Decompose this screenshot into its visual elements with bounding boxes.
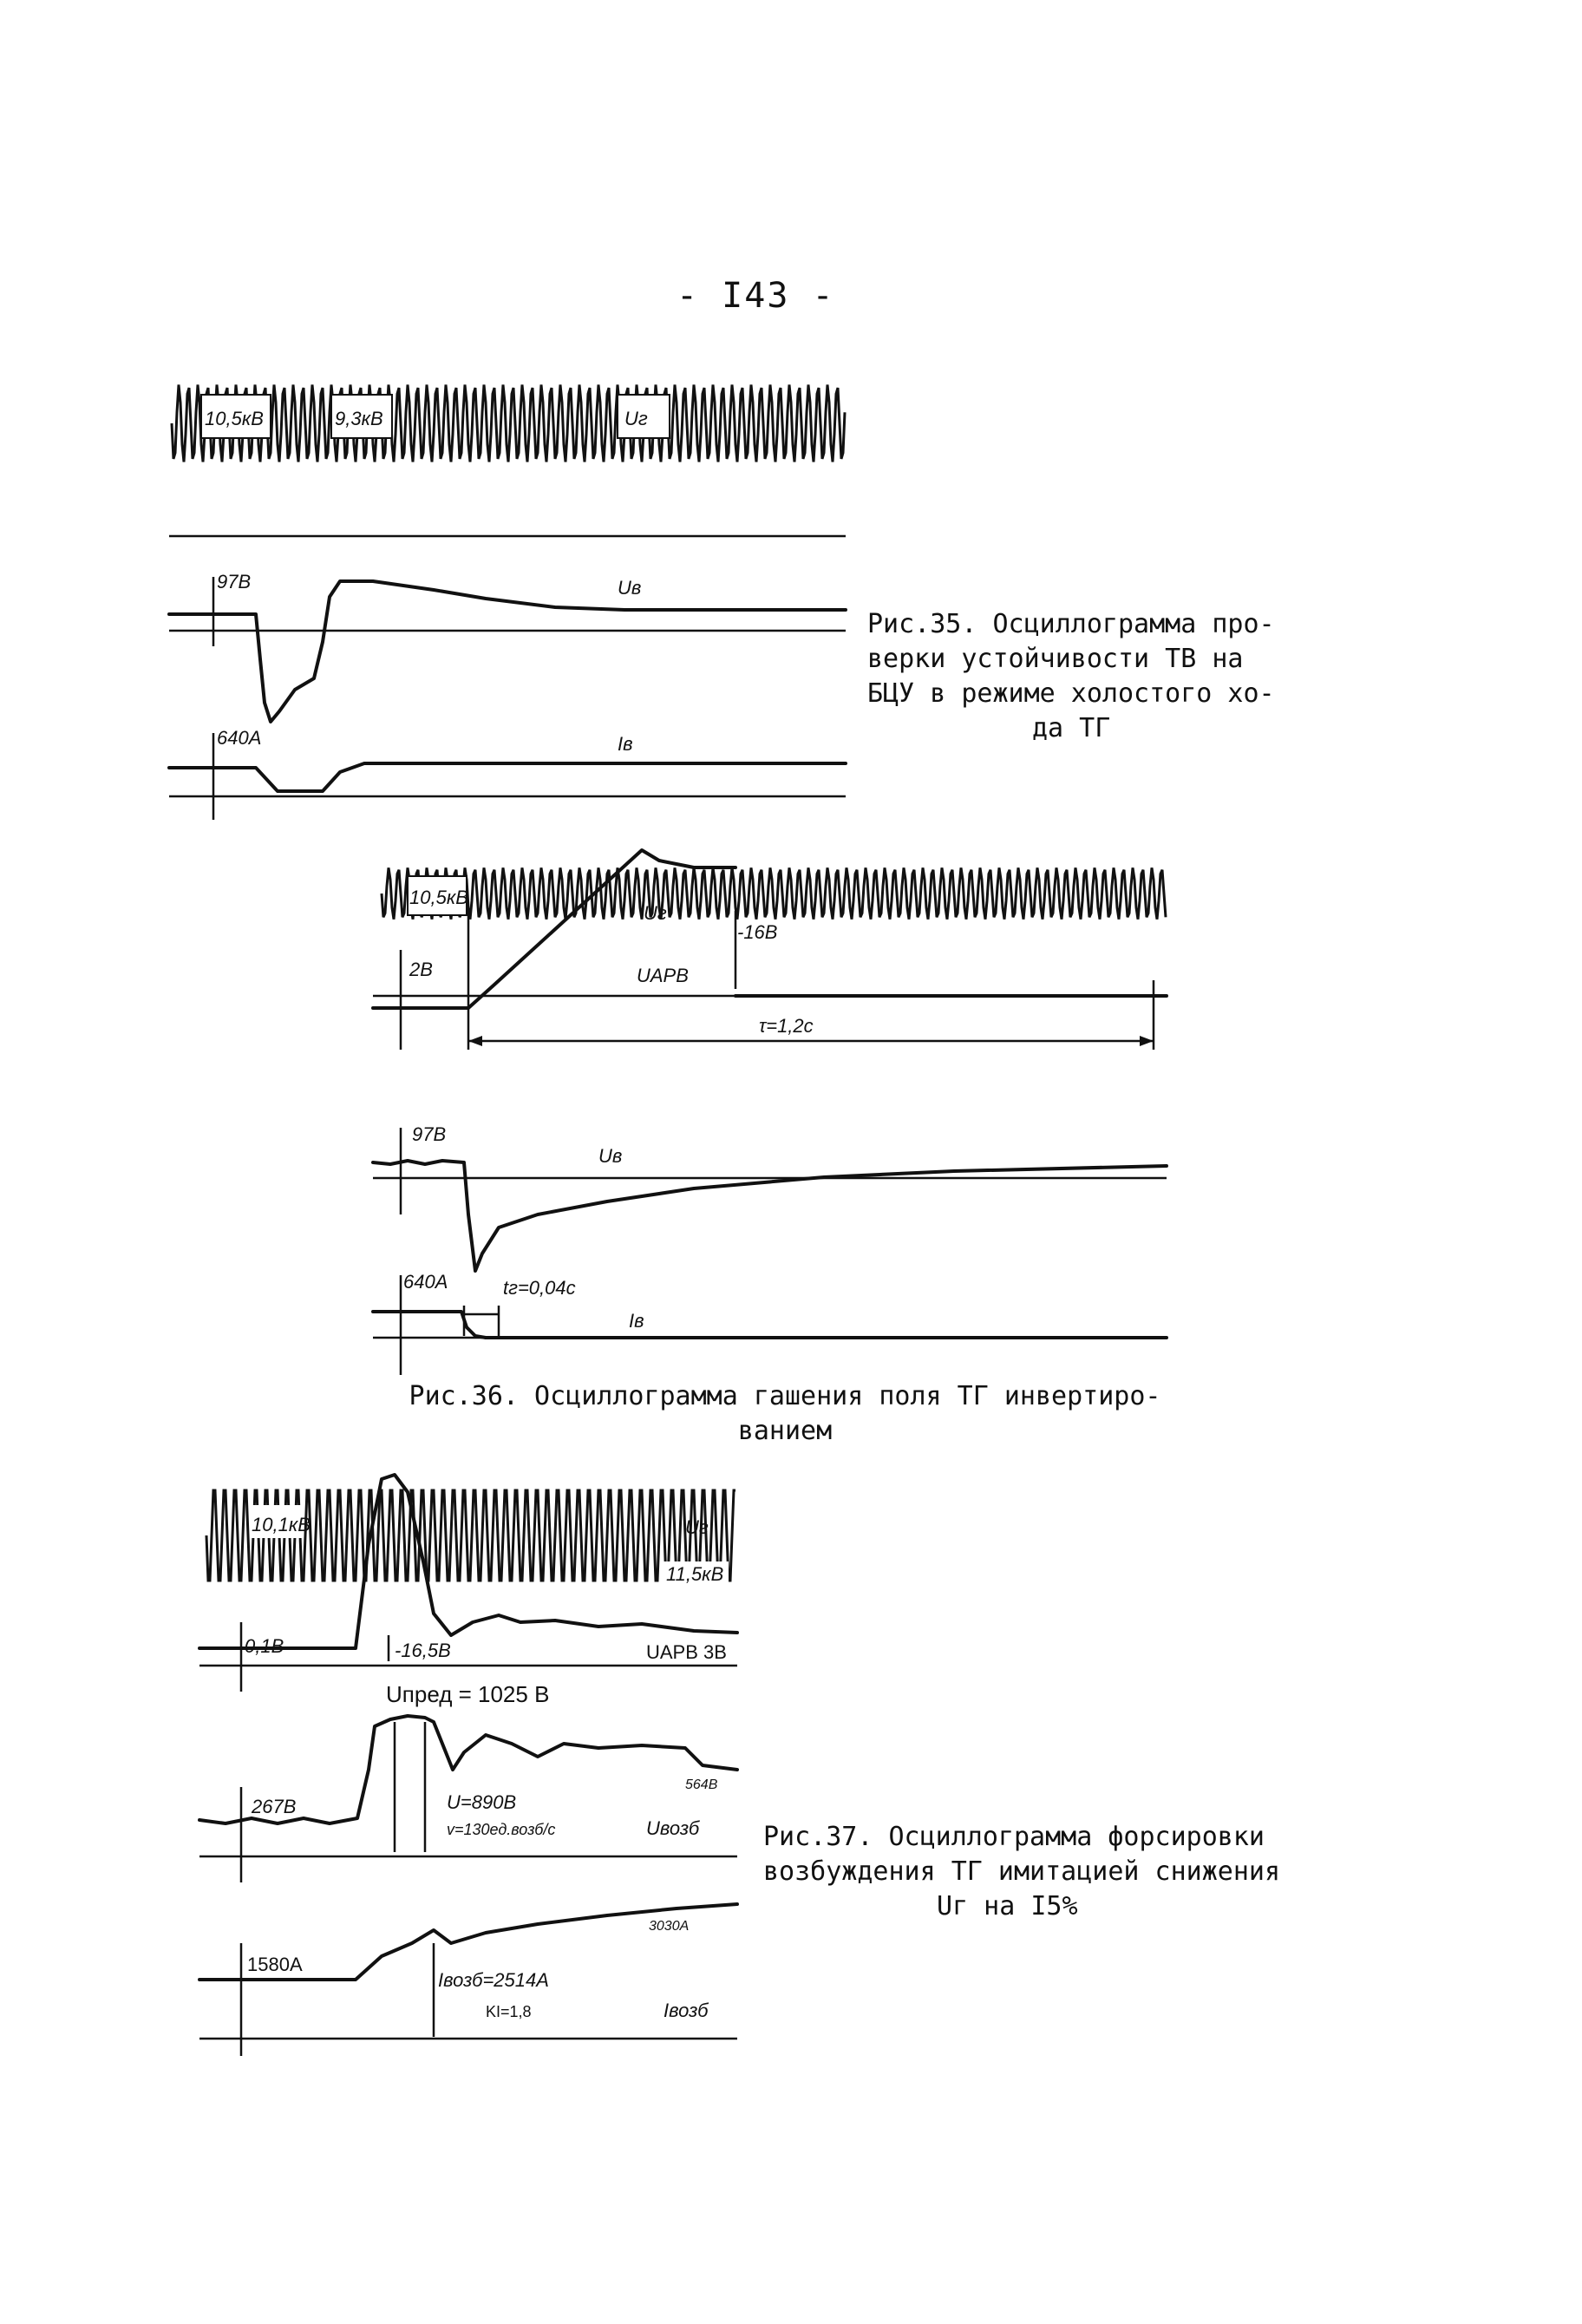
fig37-label-u-arv-min: -16,5В — [395, 1640, 451, 1661]
fig36-label-tr: tг=0,04с — [503, 1277, 576, 1299]
fig35-caption-line: верки устойчивости ТВ на — [867, 644, 1244, 674]
fig37-label-uvozb-level: 267В — [252, 1796, 297, 1817]
fig37-label-u-end: 11,5кВ — [666, 1563, 724, 1585]
fig37-label-u-pred: Uпред = 1025 В — [386, 1681, 550, 1707]
fig35-label-iv: Iв — [618, 733, 633, 755]
fig37-label-ivozb-level: 1580А — [247, 1954, 303, 1975]
fig36-caption-line: Рис.36. Осциллограмма гашения поля ТГ инвертиро- — [409, 1381, 1161, 1411]
fig37-label-ivozb: Iвозб — [664, 2000, 709, 2021]
fig37-label-ur: Uг — [685, 1516, 709, 1538]
fig36-label-u-arv-level: 2В — [409, 959, 433, 980]
fig36-label-uv-level: 97В — [412, 1123, 447, 1145]
fig36-label-uv: Uв — [598, 1145, 623, 1167]
fig37-label-u-arv: UАРВ 3В — [646, 1641, 727, 1663]
fig35-caption-line: Рис.35. Осциллограмма про- — [867, 609, 1275, 639]
fig36-label-iv-level: 640А — [403, 1271, 448, 1293]
fig36-label-u-arv-neg: -16В — [737, 921, 778, 943]
fig35-caption-line: да ТГ — [1032, 713, 1111, 743]
fig36-label-u-arv: UАРВ — [637, 965, 689, 986]
fig37-caption — [763, 1820, 1370, 1924]
fig36-label-ur: Uг — [644, 902, 667, 924]
fig37-label-u-arv-start: 0,1В — [245, 1635, 284, 1657]
fig37-label-ivozb-end: 3030А — [649, 1919, 690, 1934]
fig37-caption-line: возбуждения ТГ имитацией снижения — [763, 1856, 1281, 1887]
fig37-caption-line: Uг на I5% — [937, 1891, 1078, 1921]
fig36-caption-line: ванием — [737, 1416, 833, 1446]
fig37-label-uvozb: Uвозб — [646, 1817, 700, 1839]
fig35-label-u-start: 10,5кВ — [205, 408, 264, 429]
fig37-caption-line: Рис.37. Осциллограмма форсировки — [763, 1822, 1265, 1852]
fig35-caption-line: БЦУ в режиме холостого хо- — [867, 678, 1275, 709]
fig36-label-iv: Iв — [629, 1310, 644, 1332]
fig35-label-u-dip: 9,3кВ — [335, 408, 383, 429]
page-number: - I43 - — [677, 276, 835, 316]
fig37-label-uvozb-end: 564В — [685, 1777, 718, 1792]
fig35-label-uv-level: 97В — [217, 571, 252, 592]
fig35-label-ur: Uг — [624, 408, 648, 429]
fig35-label-uv: Uв — [618, 577, 642, 599]
fig36-label-u-start: 10,5кВ — [409, 887, 468, 908]
fig37-label-u-start: 10,1кВ — [252, 1514, 311, 1535]
fig37-label-u-force: U=890В — [447, 1791, 517, 1813]
fig35-label-iv-level: 640А — [217, 727, 262, 749]
fig36-label-tau: τ=1,2с — [759, 1015, 814, 1037]
fig37-label-rate: v=130ед.возб/с — [447, 1821, 556, 1838]
fig37-label-ki: KI=1,8 — [486, 2003, 532, 2020]
fig37-label-ivozb-val: Iвозб=2514А — [438, 1969, 549, 1991]
